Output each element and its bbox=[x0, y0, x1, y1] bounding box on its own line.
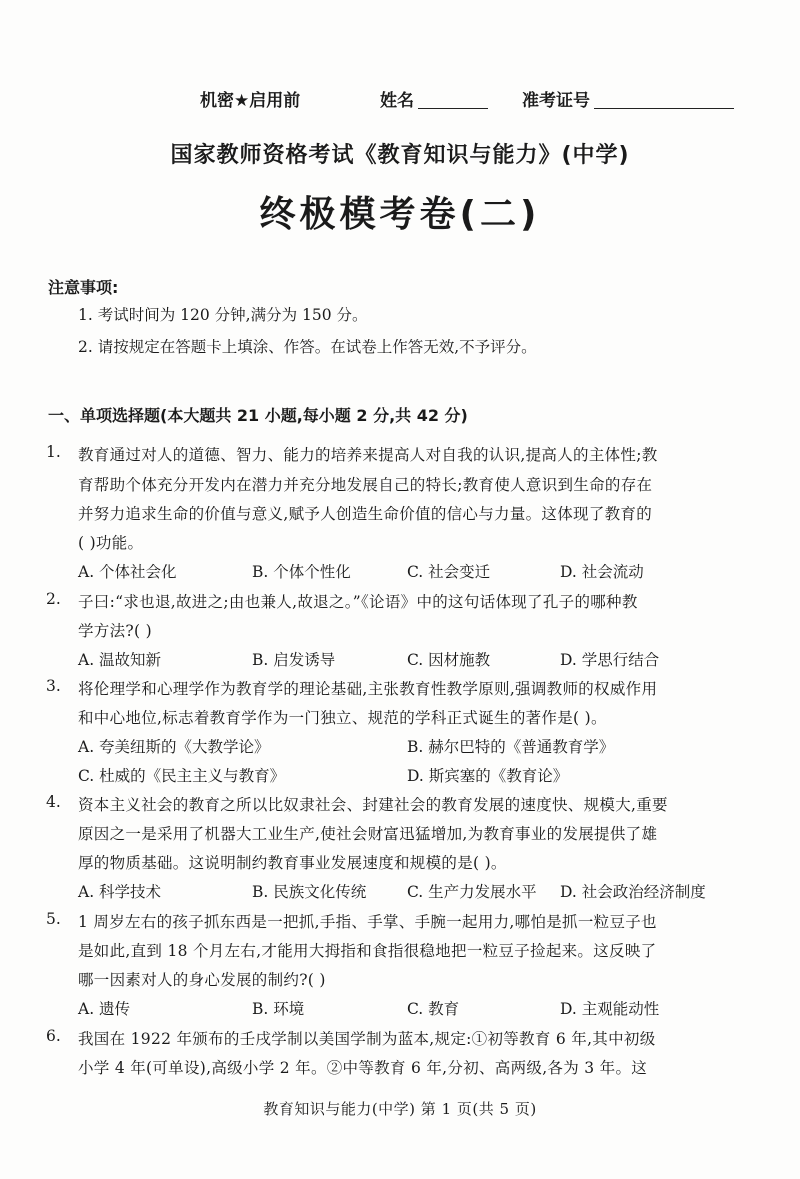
question-number: 4. bbox=[46, 793, 61, 811]
question-text-line: 哪一因素对人的身心发展的制约?( ) bbox=[78, 971, 326, 989]
question-text-line: 小学 4 年(可单设),高级小学 2 年。②中等教育 6 年,分初、高两级,各为 3 年。这 bbox=[78, 1059, 648, 1077]
question-text-line: 子曰:“求也退,故进之;由也兼人,故退之。”《论语》中的这句话体现了孔子的哪种教 bbox=[78, 593, 638, 611]
section-heading: 一、单项选择题(本大题共 21 小题,每小题 2 分,共 42 分) bbox=[48, 406, 468, 425]
question-text-line: 我国在 1922 年颁布的壬戌学制以美国学制为蓝本,规定:①初等教育 6 年,其中初级 bbox=[78, 1030, 656, 1048]
option-d[interactable]: D. 学思行结合 bbox=[560, 651, 660, 669]
question-text-line: 厚的物质基础。这说明制约教育事业发展速度和规模的是( )。 bbox=[78, 854, 507, 872]
question-number: 3. bbox=[46, 677, 61, 695]
confidential-label: 机密★启用前 bbox=[200, 91, 301, 111]
option-c[interactable]: C. 杜威的《民主主义与教育》 bbox=[78, 767, 286, 785]
name-label: 姓名 bbox=[380, 91, 414, 111]
main-title: 终极模考卷(二) bbox=[259, 194, 541, 235]
question-number: 5. bbox=[46, 910, 61, 928]
question-number: 1. bbox=[46, 443, 61, 461]
question-number: 2. bbox=[46, 590, 61, 608]
option-d[interactable]: D. 主观能动性 bbox=[560, 1000, 660, 1018]
question-text-line: 和中心地位,标志着教育学作为一门独立、规范的学科正式诞生的著作是( )。 bbox=[78, 709, 607, 727]
header-line bbox=[0, 82, 800, 112]
option-c[interactable]: C. 教育 bbox=[407, 1000, 460, 1018]
option-c[interactable]: C. 生产力发展水平 bbox=[407, 883, 537, 901]
option-b[interactable]: B. 个体个性化 bbox=[252, 563, 351, 581]
option-c[interactable]: C. 因材施教 bbox=[407, 651, 491, 669]
option-b[interactable]: B. 民族文化传统 bbox=[252, 883, 367, 901]
question-text-line: 原因之一是采用了机器大工业生产,使社会财富迅猛增加,为教育事业的发展提供了雄 bbox=[78, 825, 658, 843]
question-text-line: 教育通过对人的道德、智力、能力的培养来提高人对自我的认识,提高人的主体性;教 bbox=[78, 446, 658, 464]
option-a[interactable]: A. 个体社会化 bbox=[78, 563, 177, 581]
id-field bbox=[522, 86, 734, 111]
option-d[interactable]: D. 社会政治经济制度 bbox=[560, 883, 706, 901]
option-c[interactable]: C. 社会变迁 bbox=[407, 563, 491, 581]
option-a[interactable]: A. 夸美纽斯的《大教学论》 bbox=[78, 738, 270, 756]
question-text-line: 1 周岁左右的孩子抓东西是一把抓,手指、手掌、手腕一起用力,哪怕是抓一粒豆子也 bbox=[78, 913, 657, 931]
question-text-line: 并努力追求生命的价值与意义,赋予人创造生命价值的信心与力量。这体现了教育的 bbox=[78, 505, 653, 523]
option-a[interactable]: A. 科学技术 bbox=[78, 883, 162, 901]
option-a[interactable]: A. 遗传 bbox=[78, 1000, 131, 1018]
option-d[interactable]: D. 斯宾塞的《教育论》 bbox=[407, 767, 569, 785]
page-footer: 教育知识与能力(中学) 第 1 页(共 5 页) bbox=[263, 1100, 537, 1118]
question-text-line: 资本主义社会的教育之所以比奴隶社会、封建社会的教育发展的速度快、规模大,重要 bbox=[78, 796, 668, 814]
name-field bbox=[380, 86, 488, 111]
option-a[interactable]: A. 温故知新 bbox=[78, 651, 162, 669]
question-text-line: 学方法?( ) bbox=[78, 622, 152, 640]
notice-item: 2. 请按规定在答题卡上填涂、作答。在试卷上作答无效,不予评分。 bbox=[78, 338, 537, 356]
option-d[interactable]: D. 社会流动 bbox=[560, 563, 644, 581]
id-label: 准考证号 bbox=[522, 91, 590, 111]
exam-title: 国家教师资格考试《教育知识与能力》(中学) bbox=[170, 143, 630, 168]
question-text-line: ( )功能。 bbox=[78, 534, 144, 552]
notice-heading: 注意事项: bbox=[48, 278, 119, 297]
question-number: 6. bbox=[46, 1027, 61, 1045]
question-text-line: 将伦理学和心理学作为教育学的理论基础,主张教育性教学原则,强调教师的权威作用 bbox=[78, 680, 658, 698]
option-b[interactable]: B. 赫尔巴特的《普通教育学》 bbox=[407, 738, 615, 756]
question-text-line: 育帮助个体充分开发内在潜力并充分地发展自己的特长;教育使人意识到生命的存在 bbox=[78, 476, 653, 494]
notice-item: 1. 考试时间为 120 分钟,满分为 150 分。 bbox=[78, 306, 368, 324]
option-b[interactable]: B. 环境 bbox=[252, 1000, 305, 1018]
question-text-line: 是如此,直到 18 个月左右,才能用大拇指和食指很稳地把一粒豆子捡起来。这反映了 bbox=[78, 942, 657, 960]
option-b[interactable]: B. 启发诱导 bbox=[252, 651, 336, 669]
name-blank bbox=[418, 90, 488, 109]
id-blank bbox=[594, 90, 734, 109]
